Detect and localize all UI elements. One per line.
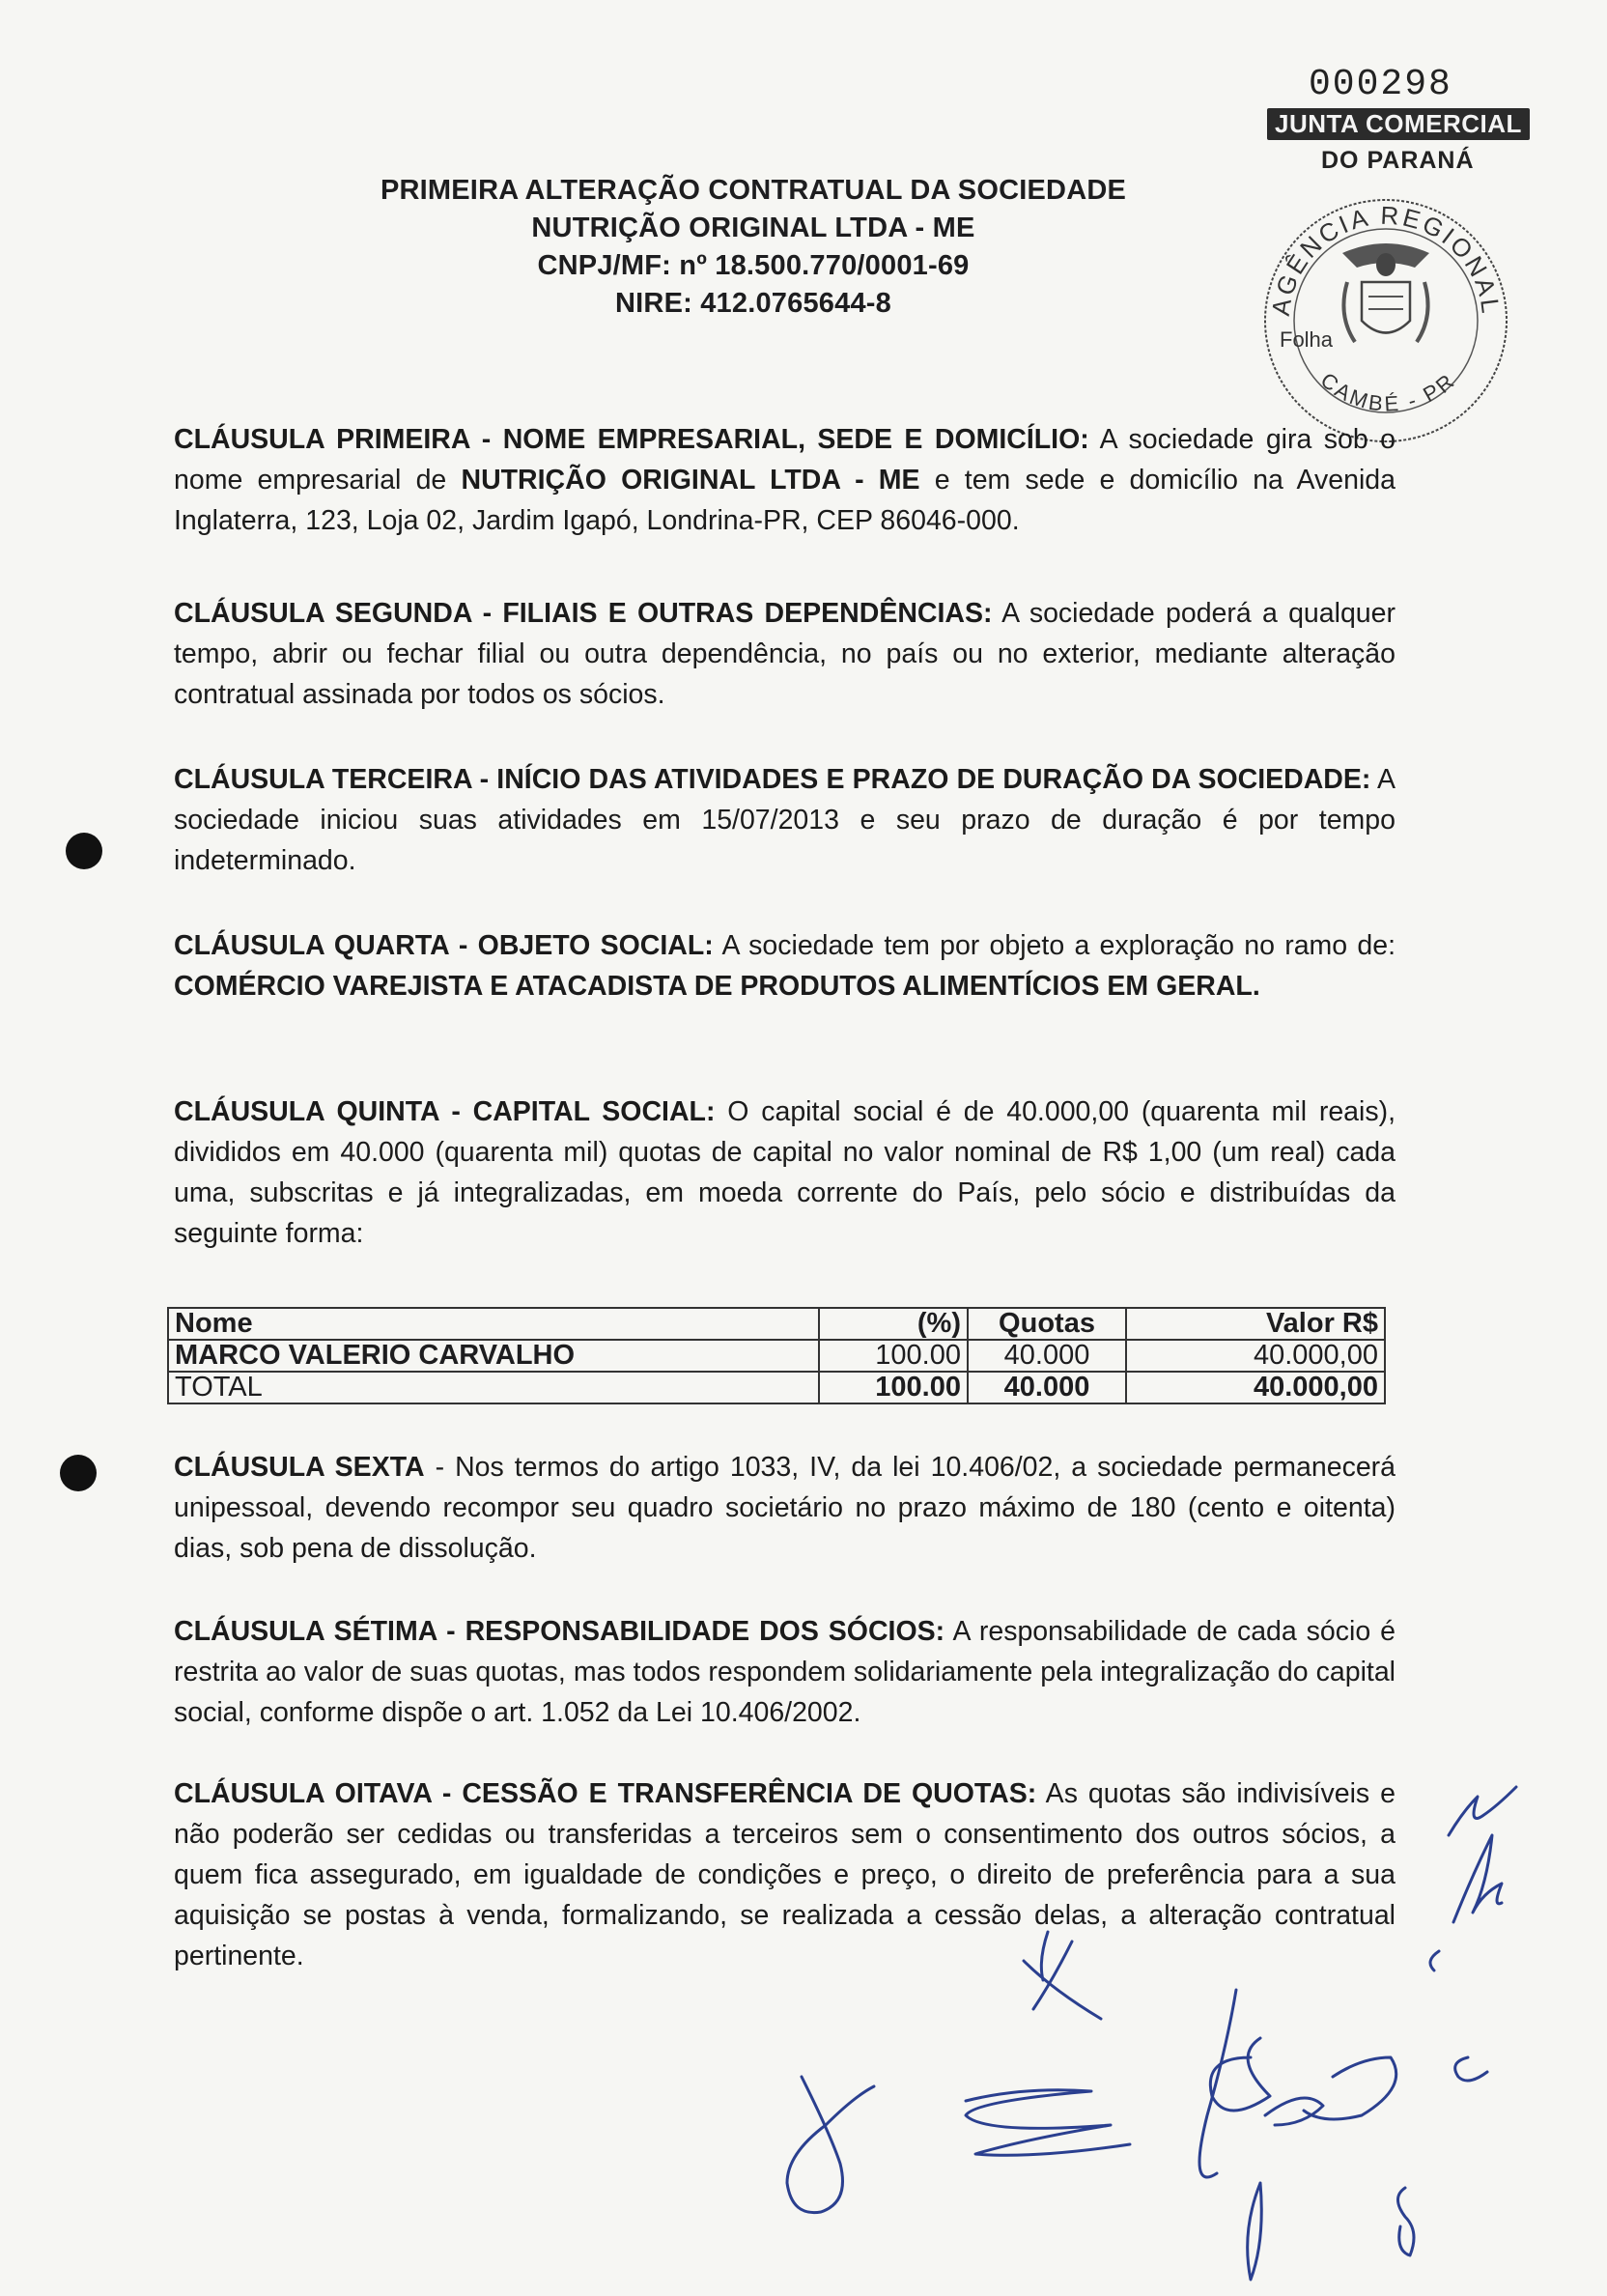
table-cell-percent: 100.00: [819, 1340, 968, 1372]
table-header-value: Valor R$: [1126, 1308, 1385, 1340]
header-nire: NIRE: 412.0765644-8: [615, 288, 891, 319]
clause-business-object: COMÉRCIO VAREJISTA E ATACADISTA DE PRODUTOS ALIMENTÍCIOS EM GERAL.: [174, 971, 1260, 1002]
clause-title: CLÁUSULA OITAVA - CESSÃO E TRANSFERÊNCIA DE QUOTAS:: [174, 1778, 1037, 1809]
table-header-name: Nome: [168, 1308, 819, 1340]
table-total-percent: 100.00: [819, 1372, 968, 1403]
clause-text: A sociedade gira sob o nome empresarial de: [174, 424, 1396, 496]
clause-title: CLÁUSULA SÉTIMA - RESPONSABILIDADE DOS SÓCIOS:: [174, 1616, 945, 1647]
table-cell-value: 40.000,00: [1126, 1340, 1385, 1372]
clause-title: CLÁUSULA PRIMEIRA - NOME EMPRESARIAL, SEDE E DOMICÍLIO:: [174, 424, 1089, 455]
table-header-percent: (%): [819, 1308, 968, 1340]
clause-title: CLÁUSULA SEXTA: [174, 1452, 425, 1483]
clause-text: As quotas são indivisíveis e não poderão ser cedidas ou transferidas a terceiros sem o consentimento dos outros sócios, a quem fica assegurado, em igualdade de condições e preço, o direito de preferência para a sua aquisição se postas à venda, formalizando, se realizada a cessão delas, a alteração contratual pertinente.: [174, 1778, 1396, 1971]
seal-top-text: AGÊNCIA REGIONAL: [1265, 200, 1507, 318]
header-title: PRIMEIRA ALTERAÇÃO CONTRATUAL DA SOCIEDADE: [380, 175, 1127, 206]
table-total-quotas: 40.000: [968, 1372, 1126, 1403]
clause-text: e tem sede e domicílio na Avenida Inglaterra, 123, Loja 02, Jardim Igapó, Londrina-PR, CEP 86046-000.: [174, 465, 1396, 536]
clause-title: CLÁUSULA TERCEIRA - INÍCIO DAS ATIVIDADES E PRAZO DE DURAÇÃO DA SOCIEDADE:: [174, 764, 1371, 795]
clause-text: O capital social é de 40.000,00 (quarenta mil reais), divididos em 40.000 (quarenta mil) quotas de capital no valor nominal de R$ 1,00 (um real) cada uma, subscritas e já integralizadas, em moeda corrente do País, pelo sócio e distribuídas da seguinte forma:: [174, 1096, 1396, 1249]
clause-title: CLÁUSULA QUARTA - OBJETO SOCIAL:: [174, 930, 714, 961]
clause-text: A sociedade iniciou suas atividades em 15/07/2013 e seu prazo de duração é por tempo indeterminado.: [174, 764, 1396, 876]
stamp-folha-label: Folha: [1280, 327, 1334, 352]
stamp-sheet-number: 000298: [1309, 64, 1452, 105]
table-cell-name: MARCO VALERIO CARVALHO: [168, 1340, 819, 1372]
clause-text: A sociedade poderá a qualquer tempo, abrir ou fechar filial ou outra dependência, no país ou no exterior, mediante alteração contratual assinada por todos os sócios.: [174, 598, 1396, 710]
table-header-quotas: Quotas: [968, 1308, 1126, 1340]
clause-title: CLÁUSULA QUINTA - CAPITAL SOCIAL:: [174, 1096, 716, 1127]
stamp-junta-label: JUNTA COMERCIAL: [1267, 108, 1530, 140]
table-total-label: TOTAL: [168, 1372, 819, 1403]
clause-text: A responsabilidade de cada sócio é restrita ao valor de suas quotas, mas todos respondem solidariamente pela integralização do capital social, conforme dispõe o art. 1.052 da Lei 10.406/2002.: [174, 1616, 1396, 1728]
header-cnpj: CNPJ/MF: nº 18.500.770/0001-69: [537, 250, 970, 281]
header-company: NUTRIÇÃO ORIGINAL LTDA - ME: [531, 213, 975, 243]
seal-bottom-text: CAMBÉ - PR: [1315, 367, 1461, 416]
clause-company-name: NUTRIÇÃO ORIGINAL LTDA - ME: [461, 465, 920, 496]
clause-text: - Nos termos do artigo 1033, IV, da lei 10.406/02, a sociedade permanecerá unipessoal, devendo recompor seu quadro societário no prazo máximo de 180 (cento e oitenta) dias, sob pena de dissolução.: [174, 1452, 1396, 1564]
clause-title: CLÁUSULA SEGUNDA - FILIAIS E OUTRAS DEPENDÊNCIAS:: [174, 598, 993, 629]
table-cell-quotas: 40.000: [968, 1340, 1126, 1372]
stamp-state-label: DO PARANÁ: [1321, 147, 1475, 174]
table-total-value: 40.000,00: [1126, 1372, 1385, 1403]
clause-text: A sociedade tem por objeto a exploração no ramo de:: [713, 930, 1396, 961]
